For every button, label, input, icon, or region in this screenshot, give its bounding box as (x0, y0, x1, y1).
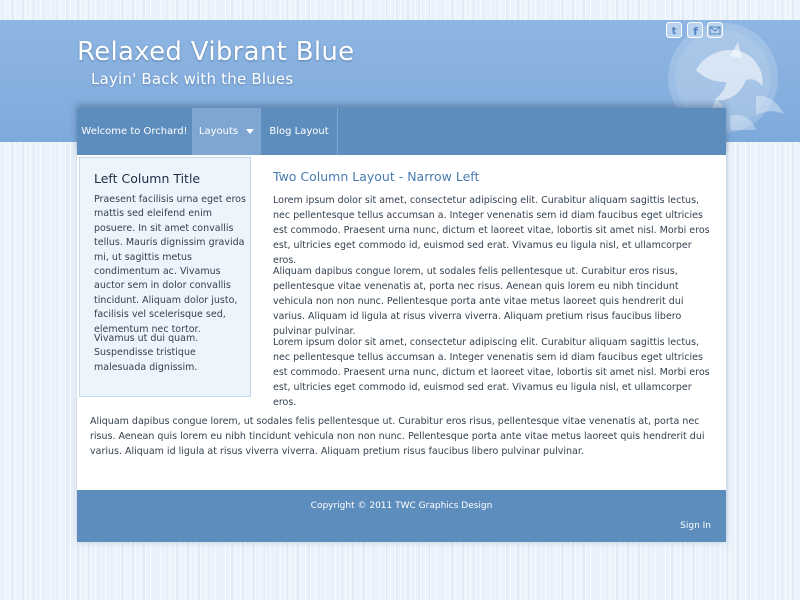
left-column-paragraph: Vivamus ut dui quam. Suspendisse tristique malesuada dignissim. (94, 333, 199, 373)
caret-down-icon (246, 129, 254, 134)
nav-item-label: Layouts (198, 126, 239, 137)
nav-item-label: Welcome to Orchard! (81, 126, 188, 137)
main-paragraph: Lorem ipsum dolor sit amet, consectetur adipiscing elit. Curabitur aliquam sagittis lectus, nec pellentesque tellus accumsan a. Integer venenatis sem id diam faucibus eget ultricies est commodo. Praesent urna nunc, dictum et laoreet vitae, lobortis sit amet nisl. Morbi eros est, ultricies eget commodo id, euismod sed erat. Vivamus eu ligula nisl, et ullamcorper eros. (273, 195, 710, 266)
left-column-title: Left Column Title (94, 171, 201, 186)
left-column (79, 157, 251, 397)
svg-text:f: f (693, 25, 698, 38)
twitter-icon[interactable] (666, 22, 682, 38)
nav-item-label: Blog Layout (269, 126, 329, 137)
sign-in-link[interactable]: Sign In (680, 521, 711, 531)
nav-item-layouts[interactable] (193, 108, 261, 155)
copyright-text: Copyright © 2011 TWC Graphics Design (310, 501, 493, 511)
content-container (77, 108, 726, 542)
main-paragraph: Aliquam dapibus congue lorem, ut sodales felis pellentesque ut. Curabitur eros risus, pellentesque vitae venenatis at, porta nec risus. Aenean quis lorem eu nibh tincidunt vehicula non non nunc. Pellentesque porta ante vitae metus laoreet quis hendrerit dui varius. Aliquam id ligula at risus viverra viverra. Aliquam pretium risus faucibus libero pulvinar pulvinar. (273, 266, 684, 337)
page-title: Two Column Layout - Narrow Left (273, 169, 480, 184)
nav-item-welcome[interactable] (77, 108, 193, 155)
main-paragraph: Lorem ipsum dolor sit amet, consectetur adipiscing elit. Curabitur aliquam sagittis lectus, nec pellentesque tellus accumsan a. Integer venenatis sem id diam faucibus eget ultricies est commodo. Praesent urna nunc, dictum et laoreet vitae, lobortis sit amet nisl. Morbi eros est, ultricies eget commodo id, euismod sed erat. Vivamus eu ligula nisl, et ullamcorper eros. (273, 337, 710, 408)
site-title[interactable]: Relaxed Vibrant Blue (77, 37, 355, 67)
left-column-paragraph: Praesent facilisis urna eget eros mattis sed eleifend enim posuere. In sit amet convallis tellus. Mauris dignissim gravida mi, ut sagittis metus condimentum ac. Vivamus auctor sem in dolor convallis tincidunt. Aliquam dolor justo, facilisis vel scelerisque sed, elementum nec tortor. (94, 194, 246, 335)
nav-item-blog-layout[interactable] (261, 108, 338, 155)
main-navigation (77, 108, 726, 155)
footer (77, 490, 726, 542)
site-tagline: Layin' Back with the Blues (91, 70, 294, 88)
full-width-paragraph: Aliquam dapibus congue lorem, ut sodales felis pellentesque ut. Curabitur eros risus, pellentesque vitae venenatis at, porta nec risus. Aenean quis lorem eu nibh tincidunt vehicula non non nunc. Pellentesque porta ante vitae metus laoreet quis hendrerit dui varius. Aliquam id ligula at risus viverra viverra. Aliquam pretium risus faucibus libero pulvinar pulvinar. (90, 416, 705, 457)
email-icon[interactable] (707, 22, 723, 38)
facebook-icon[interactable] (687, 22, 703, 38)
svg-text:t: t (671, 26, 677, 37)
